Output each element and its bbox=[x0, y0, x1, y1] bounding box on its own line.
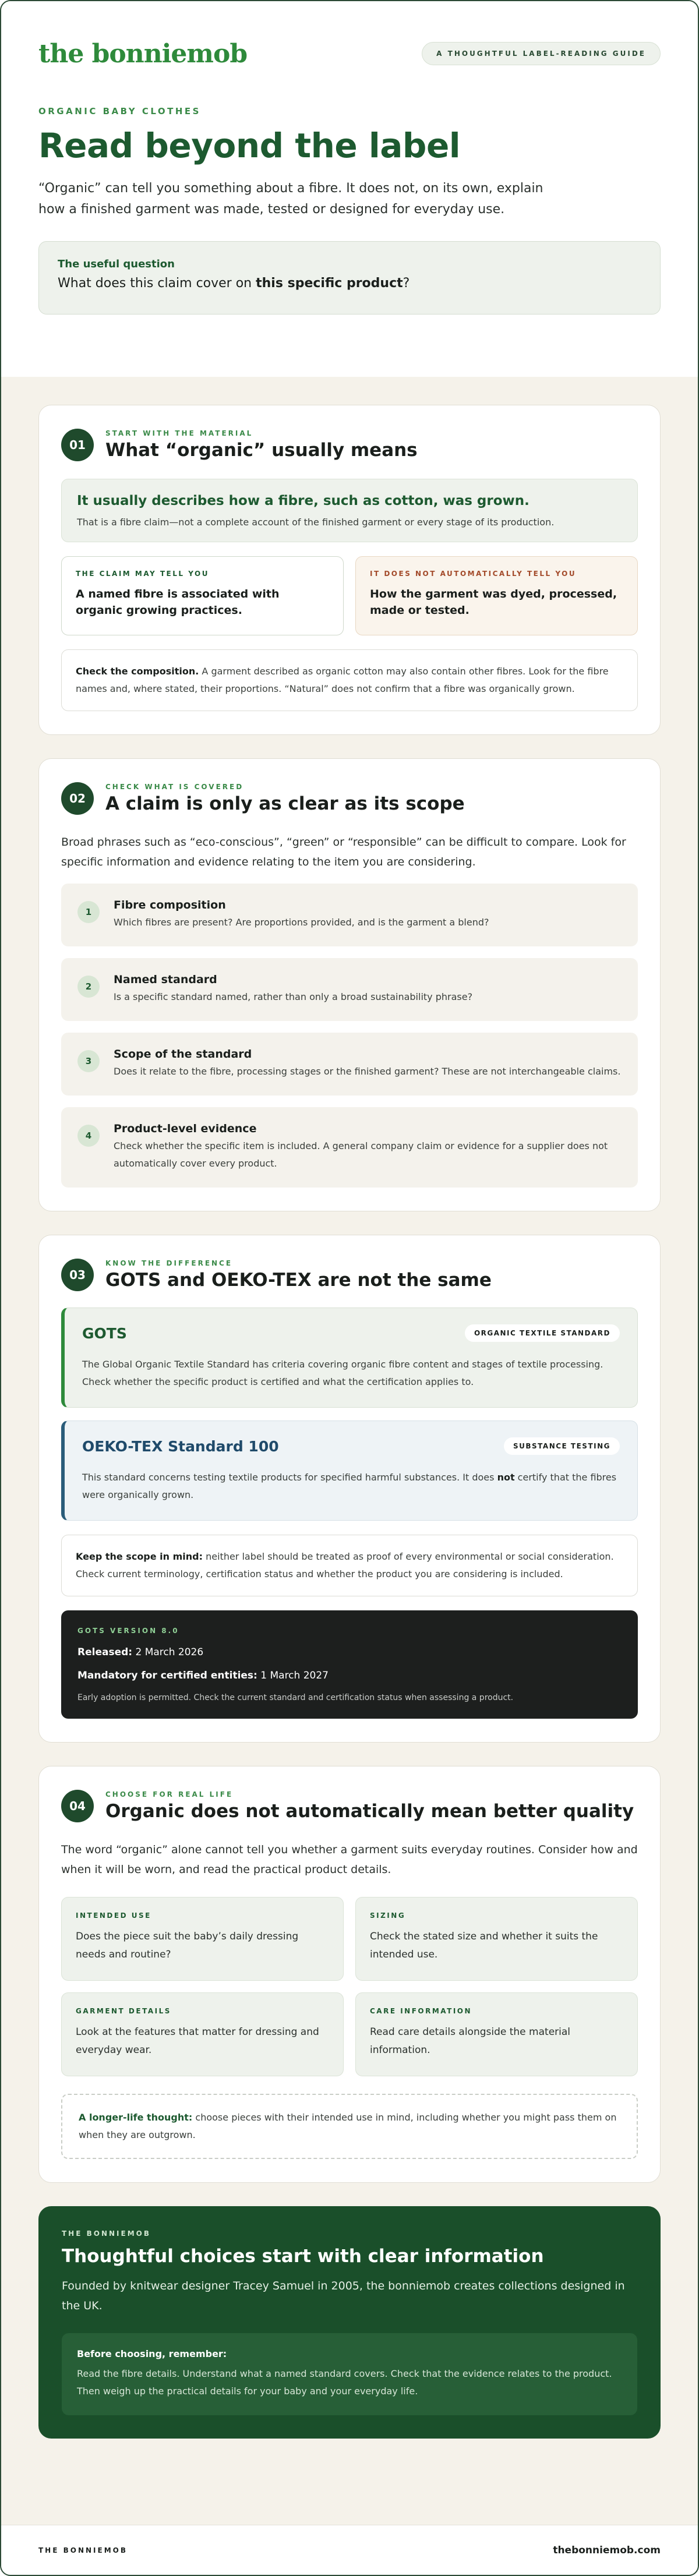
gots-description: The Global Organic Textile Standard has criteria covering organic fibre content and stages of textile processing. Check whether the specific product is certified and what the certification applies to. bbox=[82, 1359, 603, 1387]
question-label: The useful question bbox=[58, 258, 175, 270]
claim-may-tell-text: A named fibre is associated with organic growing practices. bbox=[76, 588, 280, 617]
hero-eyebrow: ORGANIC BABY CLOTHES bbox=[38, 106, 201, 116]
mandatory-value: 1 March 2027 bbox=[257, 1670, 329, 1681]
version-note: Early adoption is permitted. Check the current standard and certification status when assessing a product. bbox=[77, 1693, 514, 1702]
longer-bold: A longer-life thought: bbox=[79, 2112, 193, 2123]
section-claim-scope bbox=[38, 758, 661, 1211]
section-title: GOTS and OEKO-TEX are not the same bbox=[105, 1270, 492, 1291]
list-item bbox=[61, 1033, 638, 1096]
gots-version-box bbox=[61, 1610, 638, 1719]
content bbox=[1, 377, 698, 2439]
oekotex-badge: SUBSTANCE TESTING bbox=[504, 1437, 620, 1455]
scope-note bbox=[61, 1535, 638, 1596]
tile-label: GARMENT DETAILS bbox=[76, 2007, 171, 2015]
section-number: 03 bbox=[61, 1259, 94, 1291]
version-label: GOTS VERSION 8.0 bbox=[77, 1627, 179, 1635]
remember-text: Read the fibre details. Understand what a named standard covers. Check that the evidence relates to the product. Then weigh up the practical details for your baby and your everyday life. bbox=[77, 2368, 612, 2397]
oekotex-description bbox=[82, 1469, 620, 1504]
step-number: 2 bbox=[77, 976, 100, 998]
site-footer bbox=[1, 2525, 698, 2575]
remember-box bbox=[62, 2333, 637, 2415]
note-bold: Check the composition. bbox=[76, 666, 199, 677]
longer-text: choose pieces with their intended use in mind, including whether you might pass them on when they are outgrown. bbox=[79, 2112, 617, 2140]
section-gots-oekotex bbox=[38, 1235, 661, 1743]
tile-text: Read care details alongside the material information. bbox=[370, 2026, 571, 2056]
oekotex-desc-prefix: This standard concerns testing textile products for specified harmful substances. It does bbox=[82, 1472, 497, 1483]
section-eyebrow: CHECK WHAT IS COVERED bbox=[105, 783, 244, 791]
claim-not-tell-box bbox=[355, 556, 638, 635]
footer-brand: THE BONNIEMOB bbox=[38, 2546, 128, 2554]
step-title: Product-level evidence bbox=[114, 1122, 257, 1135]
section-quality bbox=[38, 1766, 661, 2183]
step-description: Which fibres are present? Are proportions provided, and is the garment a blend? bbox=[114, 917, 489, 928]
question-prefix: What does this claim cover on bbox=[58, 276, 256, 291]
tile-text: Look at the features that matter for dressing and everyday wear. bbox=[76, 2026, 319, 2056]
oekotex-desc-suffix: certify that the fibres were organically grown. bbox=[82, 1472, 617, 1500]
section-intro: Broad phrases such as “eco-conscious”, “green” or “responsible” can be difficult to compare. Look for specific information and evidence relating to the item you are considering. bbox=[61, 836, 626, 868]
about-card bbox=[38, 2206, 661, 2439]
step-title: Scope of the standard bbox=[114, 1048, 252, 1061]
section-number: 02 bbox=[61, 782, 94, 815]
tile-sizing bbox=[355, 1897, 638, 1981]
gots-card bbox=[61, 1308, 638, 1408]
section-title: What “organic” usually means bbox=[105, 440, 418, 461]
highlight-subtitle: That is a fibre claim—not a complete account of the finished garment or every stage of its production. bbox=[77, 517, 555, 528]
section-header bbox=[61, 429, 638, 461]
section-title: A claim is only as clear as its scope bbox=[105, 793, 465, 814]
remember-title: Before choosing, remember: bbox=[77, 2348, 227, 2359]
about-title: Thoughtful choices start with clear information bbox=[62, 2246, 544, 2267]
top-bar bbox=[38, 36, 661, 71]
step-number: 4 bbox=[77, 1125, 100, 1147]
step-title: Fibre composition bbox=[114, 899, 226, 911]
scope-text: neither label should be treated as proof of every environmental or social consideration. Check current terminology, certification status and whether the product you are considering is included. bbox=[76, 1551, 614, 1579]
section-header bbox=[61, 1790, 638, 1822]
hero-intro: “Organic” can tell you something about a fibre. It does not, on its own, explain how a finished garment was made, tested or designed for everyday use. bbox=[38, 181, 543, 217]
section-intro: The word “organic” alone cannot tell you whether a garment suits everyday routines. Consider how and when it will be worn, and read the practical product details. bbox=[61, 1843, 638, 1876]
tile-label: INTENDED USE bbox=[76, 1911, 151, 1920]
tile-label: CARE INFORMATION bbox=[370, 2007, 472, 2015]
list-item bbox=[61, 958, 638, 1021]
tile-garment-details bbox=[61, 1992, 344, 2076]
section-organic-meaning bbox=[38, 405, 661, 735]
logo[interactable]: the bonniemob bbox=[38, 38, 248, 69]
hero-section bbox=[1, 1, 698, 377]
mandatory-label: Mandatory for certified entities: bbox=[77, 1670, 257, 1681]
step-number: 1 bbox=[77, 901, 100, 923]
question-bold: this specific product bbox=[256, 276, 403, 291]
section-title: Organic does not automatically mean better quality bbox=[105, 1801, 634, 1822]
mandatory-line bbox=[77, 1670, 622, 1681]
list-item bbox=[61, 884, 638, 946]
useful-question-box bbox=[38, 241, 661, 315]
section-eyebrow: START WITH THE MATERIAL bbox=[105, 429, 253, 437]
about-description: Founded by knitwear designer Tracey Samuel in 2005, the bonniemob creates collections designed in the UK. bbox=[62, 2280, 625, 2312]
guide-pill: A THOUGHTFUL LABEL-READING GUIDE bbox=[422, 42, 661, 65]
gots-badge: ORGANIC TEXTILE STANDARD bbox=[465, 1324, 620, 1342]
composition-note bbox=[61, 649, 638, 711]
tile-care-information bbox=[355, 1992, 638, 2076]
section-eyebrow: KNOW THE DIFFERENCE bbox=[105, 1259, 233, 1267]
page-title: Read beyond the label bbox=[38, 126, 461, 165]
gots-name: GOTS bbox=[82, 1324, 127, 1342]
step-title: Named standard bbox=[114, 973, 217, 986]
note-text: A garment described as organic cotton may also contain other fibres. Look for the fibre names and, where stated, their proportions. “Natural” does not confirm that a fibre was organically grown. bbox=[76, 666, 609, 694]
longer-life-note bbox=[61, 2094, 638, 2159]
list-item bbox=[61, 1107, 638, 1188]
section-eyebrow: CHOOSE FOR REAL LIFE bbox=[105, 1790, 234, 1798]
tile-label: SIZING bbox=[370, 1911, 406, 1920]
step-number: 3 bbox=[77, 1050, 100, 1072]
step-description: Does it relate to the fibre, processing stages or the finished garment? These are not interchangeable claims. bbox=[114, 1066, 621, 1077]
question-text bbox=[58, 276, 641, 291]
practical-details-grid bbox=[61, 1897, 638, 2076]
step-description: Is a specific standard named, rather than only a broad sustainability phrase? bbox=[114, 991, 473, 1002]
tile-text: Check the stated size and whether it suits the intended use. bbox=[370, 1931, 598, 1960]
question-suffix: ? bbox=[403, 276, 410, 291]
section-number: 01 bbox=[61, 429, 94, 461]
tile-intended-use bbox=[61, 1897, 344, 1981]
section-header bbox=[61, 782, 638, 815]
tile-text: Does the piece suit the baby’s daily dressing needs and routine? bbox=[76, 1931, 299, 1960]
highlight-title: It usually describes how a fibre, such as cotton, was grown. bbox=[77, 493, 529, 508]
scope-bold: Keep the scope in mind: bbox=[76, 1551, 203, 1562]
released-value: 2 March 2026 bbox=[132, 1646, 204, 1658]
fibre-claim-highlight bbox=[61, 479, 638, 542]
claim-may-tell-label: THE CLAIM MAY TELL YOU bbox=[76, 570, 209, 578]
oekotex-desc-bold: not bbox=[497, 1472, 515, 1483]
section-header bbox=[61, 1259, 638, 1291]
oekotex-name: OEKO-TEX Standard 100 bbox=[82, 1437, 279, 1455]
claim-not-tell-label: IT DOES NOT AUTOMATICALLY TELL YOU bbox=[370, 570, 577, 578]
oekotex-card bbox=[61, 1420, 638, 1521]
released-line bbox=[77, 1646, 622, 1658]
claim-comparison bbox=[61, 556, 638, 635]
about-eyebrow: THE BONNIEMOB bbox=[62, 2229, 151, 2238]
section-number: 04 bbox=[61, 1790, 94, 1822]
claim-may-tell-box bbox=[61, 556, 344, 635]
footer-url-link[interactable]: thebonniemob.com bbox=[553, 2544, 661, 2556]
claim-not-tell-text: How the garment was dyed, processed, made or tested. bbox=[370, 588, 617, 617]
released-label: Released: bbox=[77, 1646, 133, 1658]
step-description: Check whether the specific item is included. A general company claim or evidence for a supplier does not automatically cover every product. bbox=[114, 1140, 608, 1169]
